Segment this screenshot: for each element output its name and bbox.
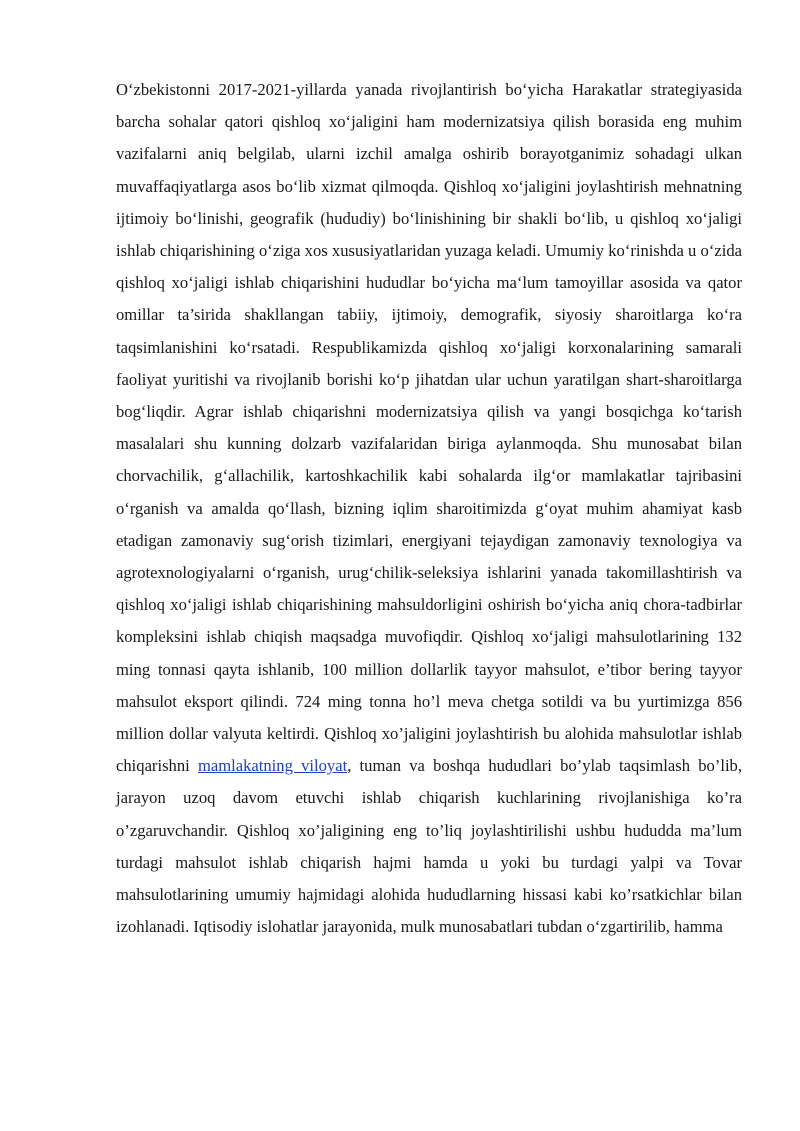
paragraph-text-after-link: , tuman va boshqa hududlari bo’ylab taqsimlash bo’lib, jarayon uzoq davom etuvchi ishlab chiqarish kuchlarining rivojlanishiga ko’ra o’zgaruvchandir. Qishloq xo’jaligining eng to’liq joylashtirilishi ushbu hududda ma’lum turdagi mahsulot ishlab chiqarish hajmi hamda u yoki bu turdagi yalpi va Tovar mahsulotlarining umumiy hajmidagi alohida hududlarning hissasi kabi ko’rsatkichlar bilan izohlanadi. Iqtisodiy islohatlar jarayonida, mulk munosabatlari tubdan o‘zgartirilib, hamma xyxy=(116,756,742,937)
body-paragraph xyxy=(116,74,742,943)
paragraph-text-before-link: O‘zbekistonni 2017-2021-yillarda yanada rivojlantirish bo‘yicha Harakatlar strategiyasida barcha sohalar qatori qishloq xo‘jaligini ham modernizatsiya qilish borasida eng muhim vazifalarni aniq belgilab, ularni izchil amalga oshirib borayotganimiz sohadagi ulkan muvaffaqiyatlarga asos bo‘lib xizmat qilmoqda. Qishloq xo‘jaligini joylashtirish mehnatning ijtimoiy bo‘linishi, geografik (hududiy) bo‘linishining bir shakli bo‘lib, u qishloq xo‘jaligi ishlab chiqarishining o‘ziga xos xususiyatlaridan yuzaga keladi. Umumiy ko‘rinishda u o‘zida qishloq xo‘jaligi ishlab chiqarishini hududlar bo‘yicha ma‘lum tamoyillar asosida va qator omillar ta’sirida shakllangan tabiiy, ijtimoiy, demografik, siyosiy sharoitlarga ko‘ra taqsimlanishini ko‘rsatadi. Respublikamizda qishloq xo‘jaligi korxonalarining samarali faoliyat yuritishi va rivojlanib borishi ko‘p jihatdan ular uchun yaratilgan shart-sharoitlarga bog‘liqdir. Agrar ishlab chiqarishni modernizatsiya qilish va yangi bosqichga ko‘tarish masalalari shu kunning dolzarb vazifalaridan biriga aylanmoqda. Shu munosabat bilan chorvachilik, g‘allachilik, kartoshkachilik kabi sohalarda ilg‘or mamlakatlar tajribasini o‘rganish va amalda qo‘llash, bizning iqlim sharoitimizda g‘oyat muhim ahamiyat kasb etadigan zamonaviy sug‘orish tizimlari, energiyani tejaydigan zamonaviy texnologiya va agrotexnologiyalarni o‘rganish, urug‘chilik-seleksiya ishlarini yanada takomillashtirish va qishloq xo‘jaligi ishlab chiqarishining mahsuldorligini oshirish bo‘yicha aniq chora-tadbirlar kompleksini ishlab chiqish maqsadga muvofiqdir. Qishloq xo‘jaligi mahsulotlarining 132 ming tonnasi qayta ishlanib, 100 million dollarlik tayyor mahsulot, e’tibor bering tayyor mahsulot eksport qilindi. 724 ming tonna ho’l meva chetga sotildi va bu yurtimizga 856 million dollar valyuta keltirdi. Qishloq xo’jaligini joylashtirish bu alohida mahsulotlar ishlab chiqarishni xyxy=(116,80,742,776)
region-link[interactable]: mamlakatning viloyat xyxy=(197,756,348,776)
